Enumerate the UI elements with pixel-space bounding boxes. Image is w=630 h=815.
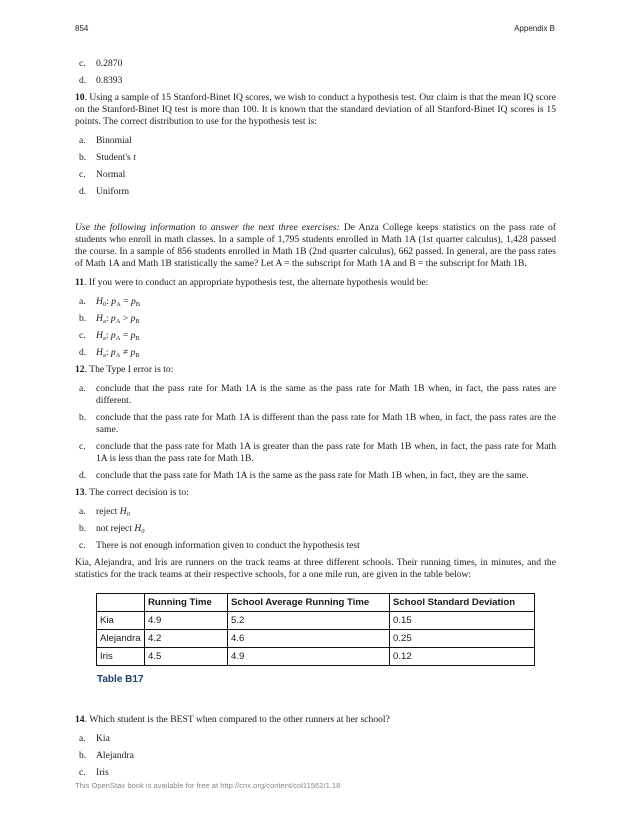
list-item: c. $H_a$: $p_A = p_B$ [79, 330, 140, 342]
list-item: a. $H_0$: $p_A = p_B$ [79, 296, 141, 308]
list-item: a. reject $H_0$ [79, 506, 130, 518]
table-header-row: Running Time School Average Running Time School Standard Deviation [97, 594, 535, 612]
runners-table-wrap [96, 593, 556, 666]
list-item: c. Normal [79, 169, 126, 180]
page-number: 854 [75, 24, 89, 33]
page-content [75, 58, 556, 784]
info-paragraph-runners: Kia, Alejandra, and Iris are runners on the track teams at three different schools. Their running times, in minutes, and the statistics for the track teams at their respective schools, for a one mile run, are given in the table below: [75, 557, 556, 580]
list-item: c. Iris [79, 767, 109, 778]
runners-table [96, 593, 535, 666]
question-13: 13. The correct decision is to: [75, 487, 189, 498]
list-item: c. There is not enough information given to conduct the hypothesis test [79, 540, 360, 551]
list-item: d. 0.8393 [79, 75, 123, 86]
list-item: c. conclude that the pass rate for Math 1A is greater than the pass rate for Math 1B when, in fact, the pass rate for Math 1A is less than the pass rate for Math 1B. [79, 441, 556, 464]
list-item: b. $H_a$: $p_A > p_B$ [79, 313, 140, 325]
list-item: a. Kia [79, 733, 110, 744]
list-item: b. Alejandra [79, 750, 134, 761]
question-10: 10. Using a sample of 15 Stanford-Binet IQ scores, we wish to conduct a hypothesis test. Our claim is that the mean IQ score on the Stanford-Binet IQ test is more than 100. It is known that the standard deviation of all Stanford-Binet IQ scores is 15 points. The correct distribution to use for the hypothesis test is: [75, 92, 556, 127]
list-item: d. Uniform [79, 186, 130, 197]
question-12: 12. The Type I error is to: [75, 364, 174, 375]
table-row: Kia 4.9 5.2 0.15 [97, 612, 535, 630]
page-footer: This OpenStax book is available for free at http://cnx.org/content/col11562/1.18 [75, 781, 341, 790]
list-item: a. conclude that the pass rate for Math 1A is the same as the pass rate for Math 1B when, in fact, the pass rates are different. [79, 383, 556, 406]
table-row: Alejandra 4.2 4.6 0.25 [97, 630, 535, 648]
list-item: b. not reject $H_0$ [79, 523, 145, 535]
info-paragraph: Use the following information to answer the next three exercises: De Anza College keeps statistics on the pass rate of students who enroll in math classes. In a sample of 1,795 students enrolled in Math 1A (1st quarter calculus), 1,428 passed the course. In a sample of 856 students enrolled in Math 1B (2nd quarter calculus), 662 passed. In general, are the pass rates of Math 1A and Math 1B statistically the same? Let A = the subscript for Math 1A and B = the subscript for Math 1B. [75, 222, 556, 269]
list-item: c. 0.2870 [79, 58, 123, 69]
table-row: Iris 4.5 4.9 0.12 [97, 648, 535, 666]
list-item: b. Student's t [79, 152, 136, 163]
list-item: a. Binomial [79, 135, 132, 146]
table-caption: Table B17 [97, 674, 144, 685]
list-item: d. conclude that the pass rate for Math 1A is the same as the pass rate for Math 1B when, in fact, they are the same. [79, 470, 529, 481]
list-item: b. conclude that the pass rate for Math 1A is different than the pass rate for Math 1B when, in fact, the pass rates are the same. [79, 412, 556, 435]
list-item: d. $H_a$: $p_A \ne p_B$ [79, 347, 140, 359]
section-title: Appendix B [514, 24, 555, 33]
question-14: 14. Which student is the BEST when compared to the other runners at her school? [75, 714, 390, 725]
question-11: 11. If you were to conduct an appropriate hypothesis test, the alternate hypothesis would be: [75, 277, 429, 288]
